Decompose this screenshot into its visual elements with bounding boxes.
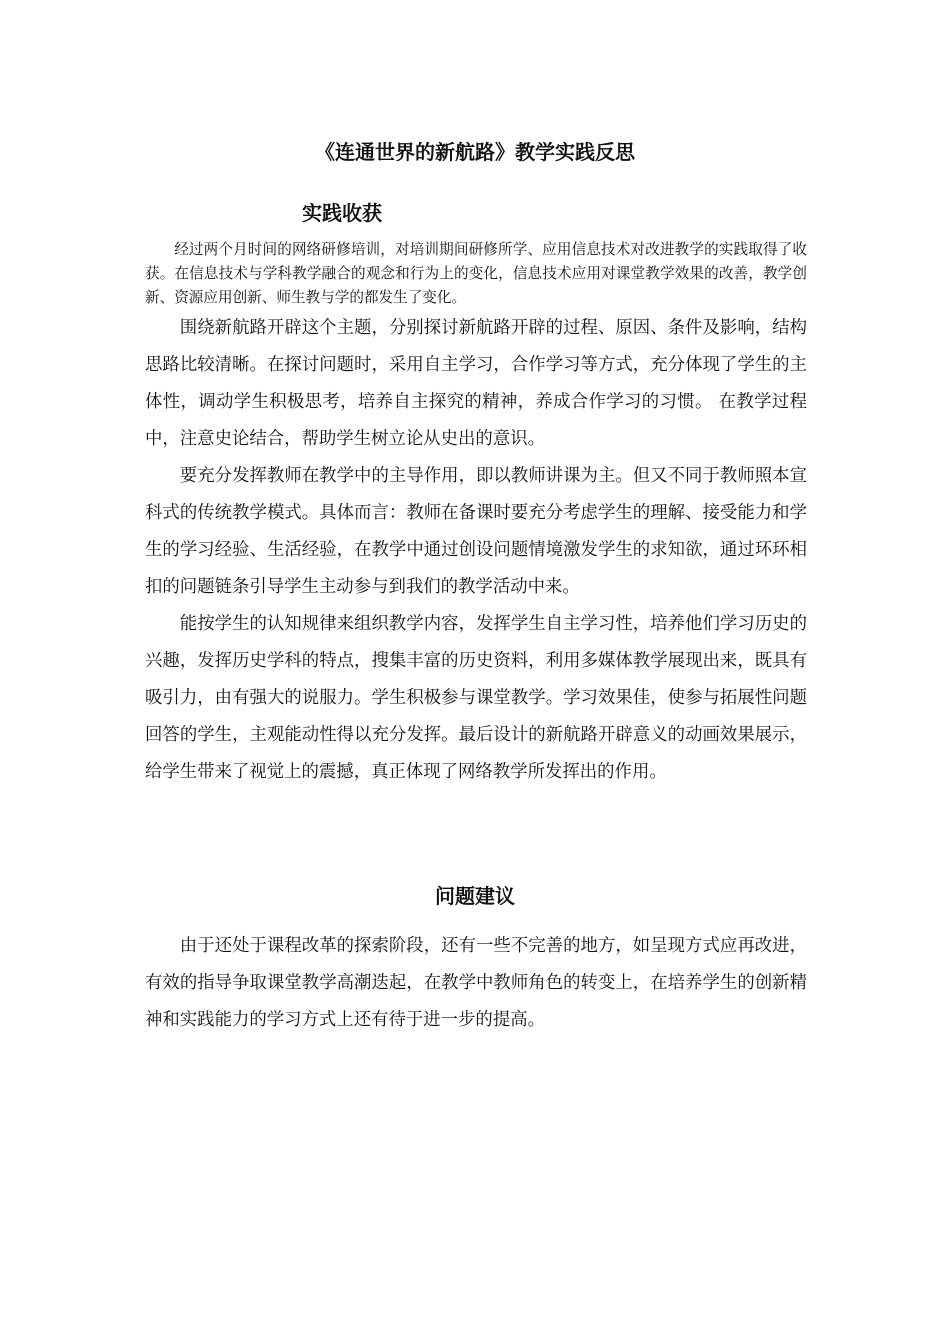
section-heading-suggestions: 问题建议	[435, 884, 515, 908]
suggestions-paragraph: 由于还处于课程改革的探索阶段，还有一些不完善的地方，如呈现方式应再改进，有效的指导争取课堂教学高潮迭起，在教学中教师角色的转变上，在培养学生的创新精神和实践能力的学习方式上还有待于进一步的提高。	[145, 936, 807, 1030]
document-title: 《连通世界的新航路》教学实践反思	[315, 140, 635, 164]
gains-body	[145, 310, 807, 791]
gains-paragraph-1: 围绕新航路开辟这个主题，分别探讨新航路开辟的过程、原因、条件及影响，结构思路比较清晰。在探讨问题时，采用自主学习，合作学习等方式，充分体现了学生的主体性，调动学生积极思考，培养自主探究的精神，养成合作学习的习惯。 在教学过程中，注意史论结合，帮助学生树立论从史出的意识。	[145, 318, 807, 449]
gains-paragraph-2: 要充分发挥教师在教学中的主导作用，即以教师讲课为主。但又不同于教师照本宣科式的传统教学模式。具体而言：教师在备课时要充分考虑学生的理解、接受能力和学生的学习经验、生活经验，在教学中通过创设问题情境激发学生的求知欲，通过环环相扣的问题链条引导学生主动参与到我们的教学活动中来。	[145, 466, 807, 597]
section-heading-gains: 实践收获	[302, 201, 382, 225]
intro-block	[145, 238, 807, 310]
intro-paragraph: 经过两个月时间的网络研修培训，对培训期间研修所学、应用信息技术对改进教学的实践取得了收获。在信息技术与学科教学融合的观念和行为上的变化，信息技术应用对课堂教学效果的改善，教学创新、资源应用创新、师生教与学的都发生了变化。	[145, 241, 807, 306]
suggestions-body	[145, 928, 807, 1039]
gains-paragraph-3: 能按学生的认知规律来组织教学内容，发挥学生自主学习性，培养他们学习历史的兴趣，发挥历史学科的特点，搜集丰富的历史资料，利用多媒体教学展现出来，既具有吸引力，由有强大的说服力。学生积极参与课堂教学。学习效果佳，使参与拓展性问题回答的学生，主观能动性得以充分发挥。最后设计的新航路开辟意义的动画效果展示，给学生带来了视觉上的震撼，真正体现了网络教学所发挥出的作用。	[145, 614, 807, 782]
